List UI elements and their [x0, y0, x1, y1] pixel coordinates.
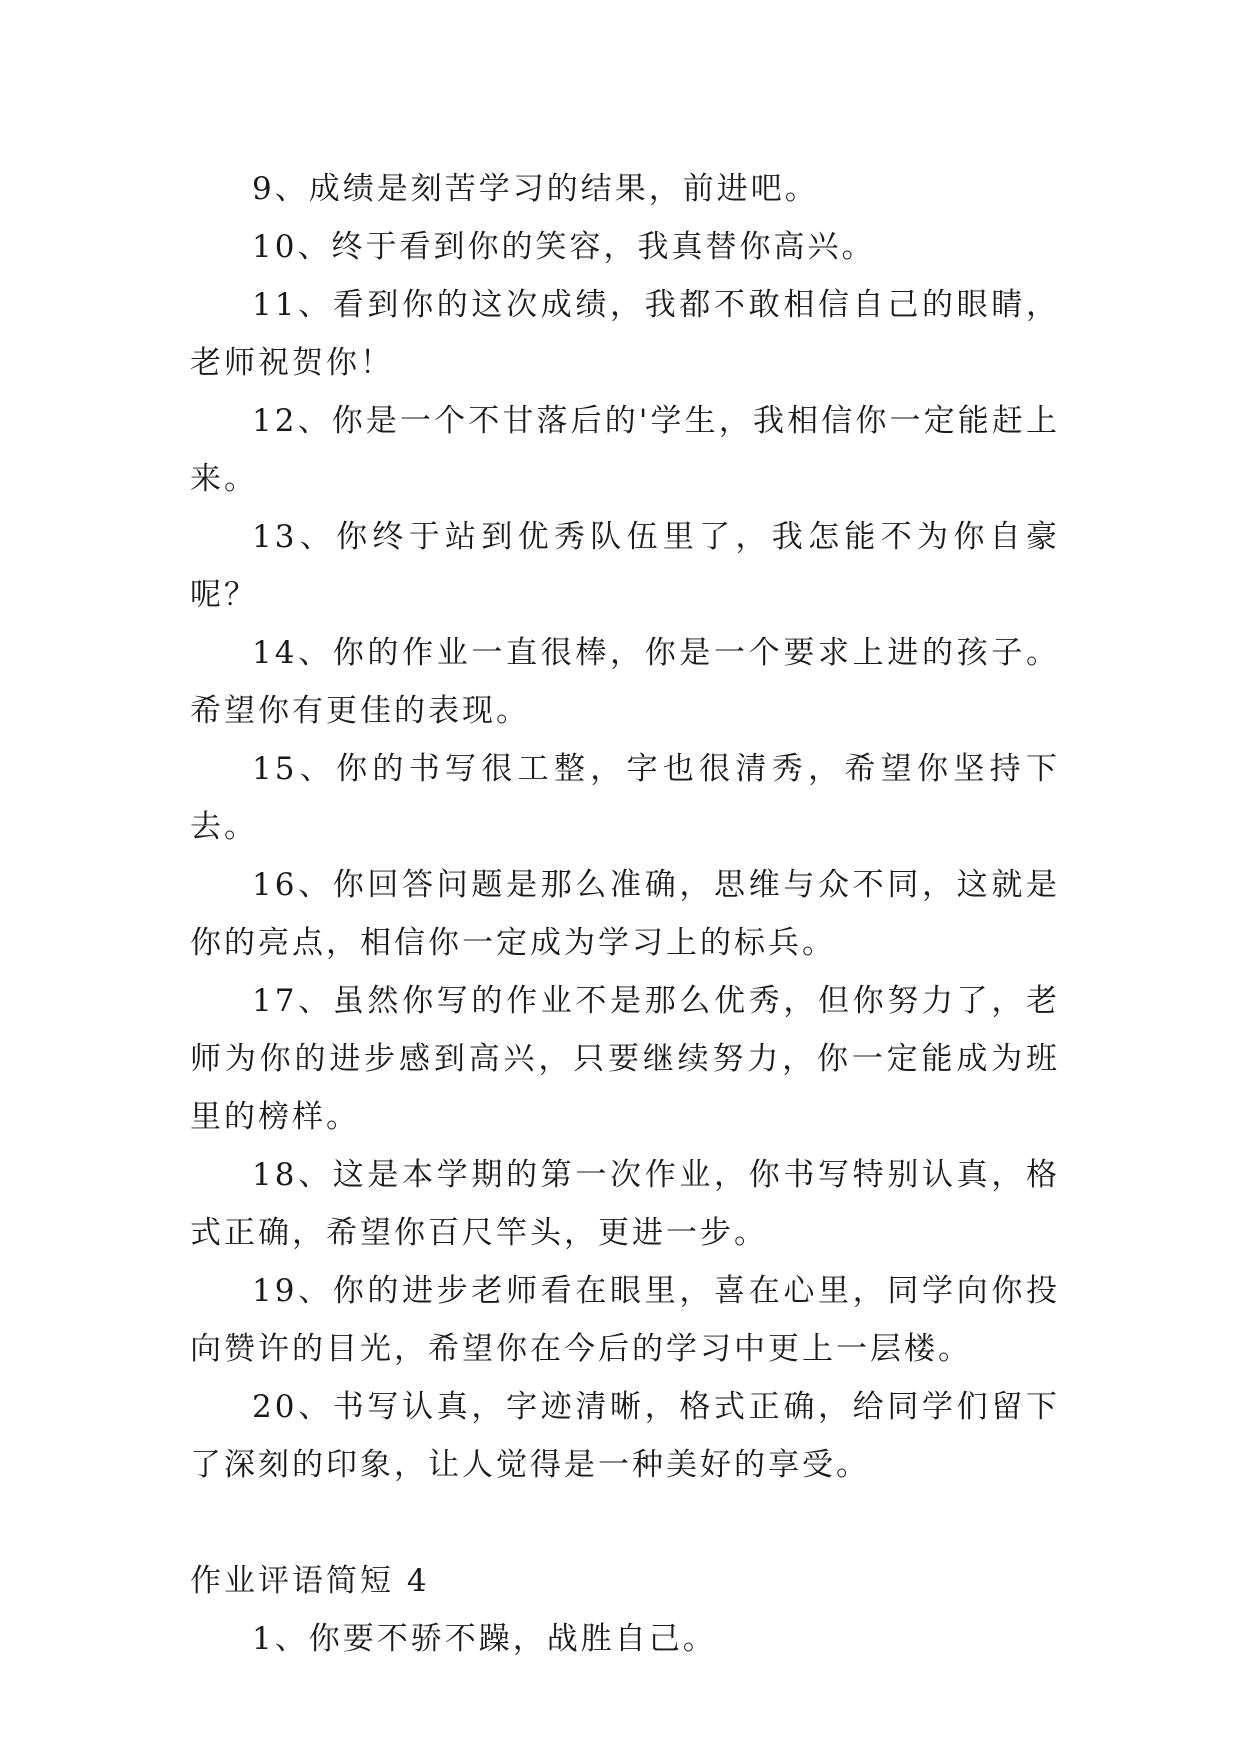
paragraph-15: 15、你的书写很工整，字也很清秀，希望你坚持下去。 [190, 751, 1060, 845]
paragraph-11: 11、看到你的这次成绩，我都不敢相信自己的眼睛，老师祝贺你！ [190, 287, 1060, 381]
paragraph-13: 13、你终于站到优秀队伍里了，我怎能不为你自豪呢？ [190, 519, 1060, 613]
document-body [190, 160, 1060, 1668]
paragraph-17: 17、虽然你写的作业不是那么优秀，但你努力了，老师为你的进步感到高兴，只要继续努力，你一定能成为班里的榜样。 [190, 983, 1060, 1135]
paragraph-14: 14、你的作业一直很棒，你是一个要求上进的孩子。希望你有更佳的表现。 [190, 635, 1060, 729]
paragraph-19: 19、你的进步老师看在眼里，喜在心里，同学向你投向赞许的目光，希望你在今后的学习中更上一层楼。 [190, 1273, 1060, 1367]
paragraph-10: 10、终于看到你的笑容，我真替你高兴。 [252, 229, 876, 265]
section-heading: 作业评语简短 4 [190, 1563, 430, 1599]
paragraph-9: 9、成绩是刻苦学习的结果，前进吧。 [252, 171, 819, 207]
paragraph-section4-1: 1、你要不骄不躁，战胜自己。 [252, 1621, 717, 1657]
paragraph-16: 16、你回答问题是那么准确，思维与众不同，这就是你的亮点，相信你一定成为学习上的标兵。 [190, 867, 1060, 961]
paragraph-20: 20、书写认真，字迹清晰，格式正确，给同学们留下了深刻的印象，让人觉得是一种美好的享受。 [190, 1389, 1060, 1483]
paragraph-18: 18、这是本学期的第一次作业，你书写特别认真，格式正确，希望你百尺竿头，更进一步。 [190, 1157, 1060, 1251]
paragraph-12: 12、你是一个不甘落后的'学生，我相信你一定能赶上来。 [190, 403, 1060, 497]
